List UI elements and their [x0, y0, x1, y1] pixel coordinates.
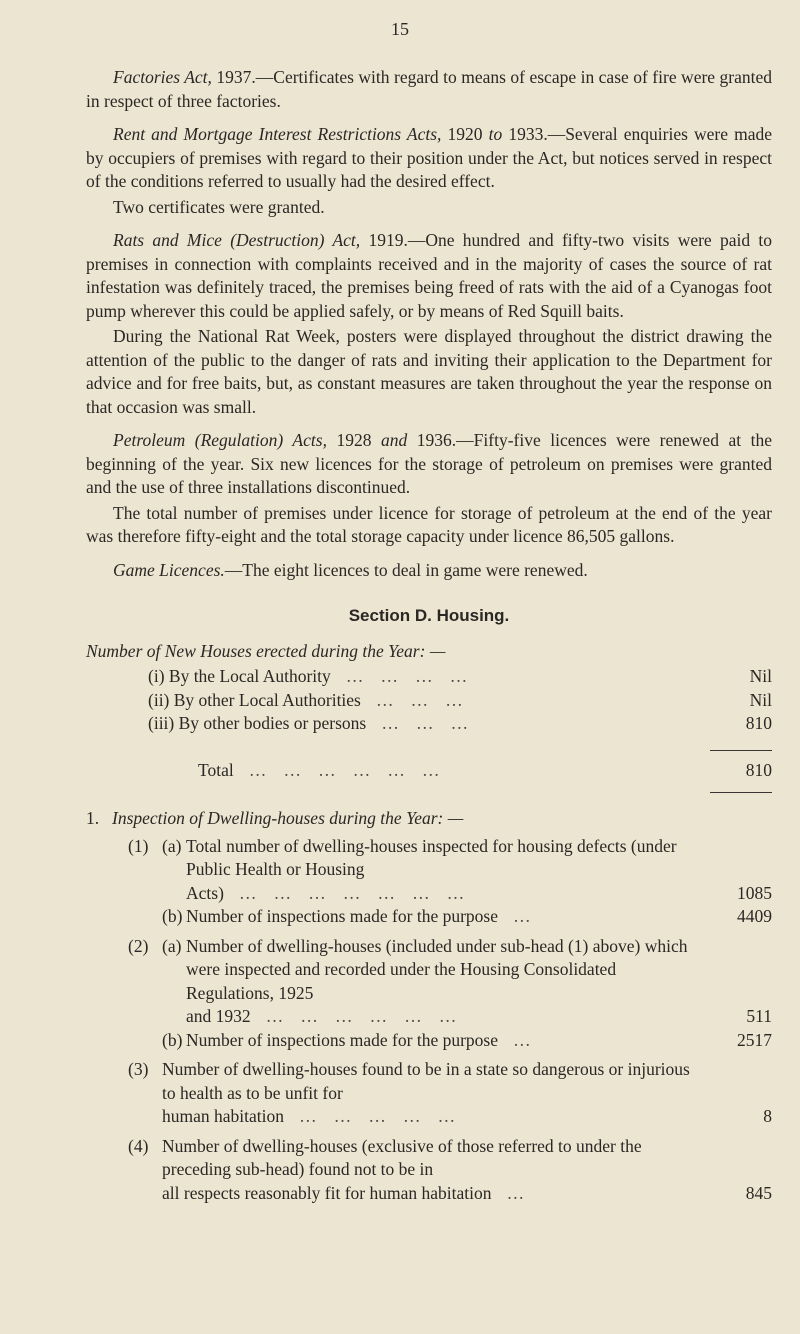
total-row: [148, 759, 772, 783]
act-title: Game Licences.: [113, 559, 225, 580]
rent-certificates-paragraph: Two certificates were granted.: [113, 196, 325, 217]
page-number: 15: [391, 19, 409, 39]
act-title: Factories Act,: [113, 67, 212, 87]
petroleum-total-paragraph: The total number of premises under licence for storage of petroleum at the end of the year was therefore fifty-eight and the total storage capacity under licence 86,505 gallons.: [86, 502, 772, 546]
row-label: (iii) By other bodies or persons: [148, 713, 367, 733]
new-houses-list: [86, 665, 772, 793]
spacer: [148, 782, 772, 792]
list-item: [128, 835, 772, 929]
list-item: [128, 935, 772, 1053]
row-label: (ii) By other Local Authorities: [148, 689, 361, 710]
item-text-end: and 1932: [186, 1006, 251, 1026]
item-marker: (2): [128, 935, 149, 956]
act-year: 1933.: [508, 124, 548, 144]
paragraph-text: —Fifty-five licences were renewed at the beginning of the year. Six new licences for the storage of petroleum on premises were granted and the use of three installations discontinued.: [86, 430, 773, 497]
paragraph-text: —The eight licences to deal in game were renewed.: [224, 559, 588, 580]
item-value: 8: [763, 1106, 772, 1126]
section-number: 1.: [86, 808, 100, 828]
item-value: 845: [745, 1182, 772, 1203]
petroleum-act-paragraph: [86, 429, 772, 500]
leader-dots: … … … … … …: [238, 759, 441, 780]
paragraph-text: —Certificates with regard to means of escape in case of fire were granted in respect of three factories.: [86, 67, 773, 111]
total-rule: [710, 792, 772, 793]
item-text: Number of inspections made for the purpose: [186, 906, 499, 926]
item-text-end: human habitation: [162, 1106, 284, 1126]
leader-dots: … … …: [370, 713, 470, 733]
section-heading: Section D. Housing.: [348, 606, 510, 625]
rent-act-paragraph: [86, 123, 772, 194]
act-year: 1920: [447, 124, 483, 144]
inspection-list: [86, 835, 772, 1206]
item-value: 511: [746, 1006, 772, 1026]
sub-marker: (a): [162, 935, 182, 956]
act-year: 1919.: [368, 230, 408, 250]
list-item: [148, 665, 772, 689]
leader-dots: … … … … … … …: [228, 882, 466, 903]
sub-marker: (a): [162, 835, 182, 856]
list-item: [128, 1058, 772, 1129]
act-title: Rent and Mortgage Interest Restrictions Acts,: [113, 124, 442, 144]
item-value: 2517: [737, 1029, 772, 1050]
row-value: Nil: [749, 689, 772, 710]
act-title: Petroleum (Regulation) Acts,: [113, 430, 327, 450]
page-body: [86, 66, 772, 1205]
item-value: 4409: [737, 906, 772, 926]
leader-dots: …: [502, 1029, 532, 1050]
paragraph-text: —Several enquiries were made by occupiers of premises with regard to their position under the Act, but notices served in respect of the conditions referred to usually had the desired effect.: [86, 124, 772, 191]
leader-dots: … … …: [365, 689, 464, 710]
item-text: Number of dwelling-houses found to be in a state so dangerous or injurious to health as to be unfit for: [162, 1059, 690, 1103]
item-value: 1085: [737, 882, 772, 903]
leader-dots: … … … … … …: [255, 1006, 458, 1026]
total-rule: [710, 750, 772, 751]
list-item: [128, 1135, 772, 1206]
item-marker: (1): [128, 835, 149, 856]
act-year: 1936.: [416, 430, 457, 450]
row-label: (i) By the Local Authority: [148, 666, 331, 686]
heading-text: Inspection of Dwelling-houses during the Year: —: [112, 808, 464, 828]
item-text-end: Acts): [186, 882, 224, 903]
sub-marker: (b): [162, 906, 183, 926]
factories-act-paragraph: [86, 66, 772, 113]
total-value: 810: [745, 759, 772, 780]
leader-dots: … … … … …: [288, 1106, 457, 1126]
act-year-connector: to: [488, 124, 503, 144]
game-licences-paragraph: [86, 559, 772, 583]
item-text-end: all respects reasonably fit for human habitation: [162, 1182, 492, 1203]
item-text: Number of dwelling-houses (included under sub-head (1) above) which were inspected and recorded under the Housing Consolidated Regulations, 1925: [186, 935, 688, 1003]
item-marker: (3): [128, 1059, 149, 1079]
leader-dots: …: [502, 906, 532, 926]
inspection-heading: [86, 807, 772, 831]
new-houses-heading: Number of New Houses erected during the Year: —: [86, 640, 446, 661]
list-item: [148, 712, 772, 736]
leader-dots: … … … …: [335, 666, 469, 686]
act-year: 1937.: [216, 67, 256, 87]
item-marker: (4): [128, 1135, 149, 1156]
rat-week-paragraph: During the National Rat Week, posters were displayed throughout the district drawing the attention of the public to the danger of rats and inviting their application to the Department for advice and for free baits, but, as constant measures are taken throughout the year the response on that occasion was small.: [86, 326, 772, 417]
leader-dots: …: [495, 1182, 526, 1203]
act-year-connector: and: [381, 430, 408, 450]
act-title: Rats and Mice (Destruction) Act,: [113, 230, 361, 250]
paragraph-text: —One hundred and fifty-two visits were paid to premises in connection with complaints received and in the majority of cases the source of rat infestation was definitely traced, the premises being freed of rats with the aid of a Cyanogas foot pump wherever this could be applied safely, or by means of Red Squill baits.: [86, 230, 773, 321]
rats-act-paragraph: [86, 229, 772, 323]
row-value: 810: [745, 713, 772, 733]
total-label: Total: [198, 759, 234, 780]
item-text: Number of dwelling-houses (exclusive of those referred to under the preceding sub-head) found not to be in: [162, 1135, 642, 1179]
list-item: [148, 689, 772, 713]
row-value: Nil: [749, 666, 772, 686]
item-text: Number of inspections made for the purpose: [186, 1029, 499, 1050]
item-text: Total number of dwelling-houses inspected for housing defects (under Public Health or Housing: [186, 835, 677, 879]
sub-marker: (b): [162, 1029, 183, 1050]
act-year: 1928: [336, 430, 372, 450]
spacer: [148, 736, 772, 750]
